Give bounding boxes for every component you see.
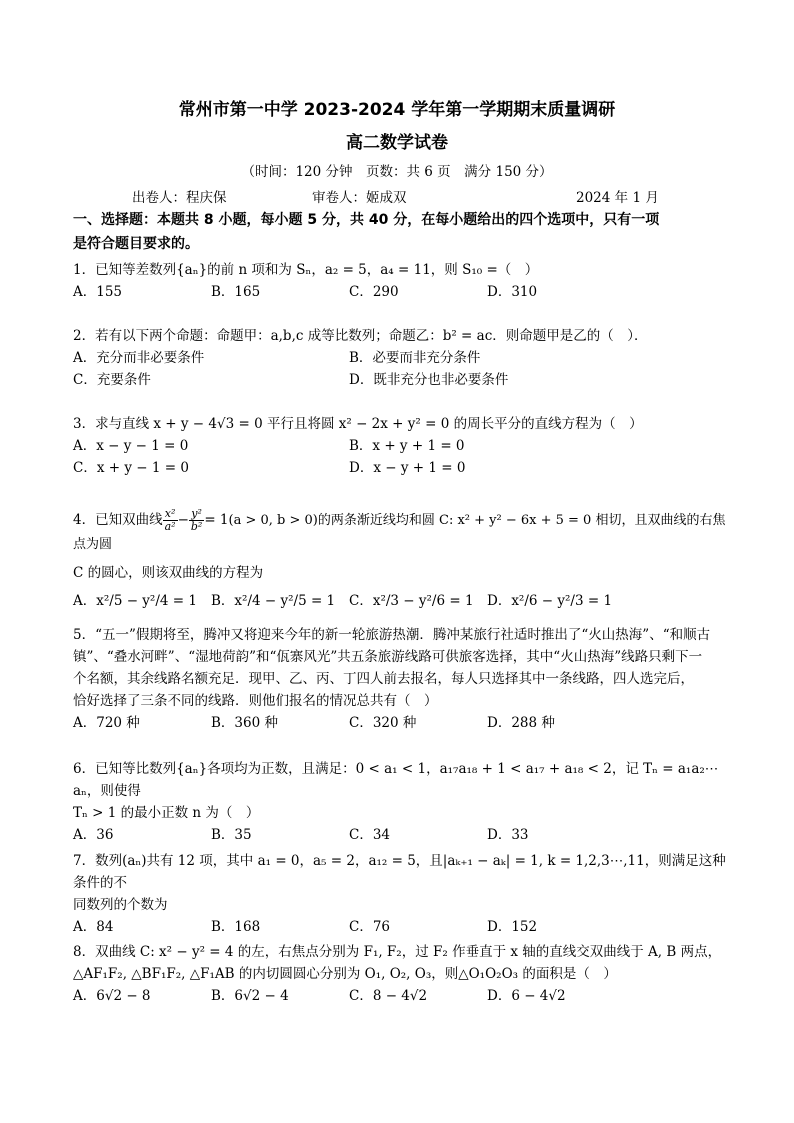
option-a[interactable]: A．36 <box>73 827 114 843</box>
question-stem-line-1: 8．双曲线 C: x² − y² = 4 的左，右焦点分别为 F₁, F₂，过 F₂ 作垂直于 x 轴的直线交双曲线于 A, B 两点， <box>73 944 722 960</box>
options-row-2 <box>73 369 733 391</box>
question-stem-cont: C 的圆心，则该双曲线的方程为 <box>73 565 264 581</box>
option-b[interactable]: B．x + y + 1 = 0 <box>349 438 465 454</box>
option-d[interactable]: D．33 <box>487 827 529 843</box>
option-b[interactable]: B．x²/4 − y²/5 = 1 <box>211 593 336 609</box>
question-stem-line-1: 7．数列(aₙ)共有 12 项，其中 a₁ = 0，a₅ = 2，a₁₂ = 5，且|aₖ₊₁ − aₖ| = 1, k = 1,2,3⋯,11，则满足这种条件的不 <box>73 853 726 891</box>
question-stem: 4．已知双曲线 $\frac{\text{x²}}{\text{a²}}$ − $\frac{\text{y²}}{\text{b²}}$ = 1(a > 0, b > 0)的两条渐近线均和圆 C: x² + y² − 6x + 5 = 0 相切，且双曲线的右焦点为圆 <box>73 507 726 552</box>
option-b[interactable]: B．6√2 − 4 <box>211 988 289 1004</box>
option-c[interactable]: C．充要条件 <box>73 372 151 388</box>
option-a[interactable]: A．720 种 <box>73 715 140 731</box>
options-row <box>73 824 733 846</box>
question-1 <box>73 259 733 303</box>
question-stem-line-2: Tₙ > 1 的最小正数 n 为（ ） <box>73 805 260 821</box>
option-c[interactable]: C．x + y − 1 = 0 <box>73 460 189 476</box>
question-3 <box>73 413 733 479</box>
exam-date: 2024 年 1 月 <box>576 190 659 206</box>
option-b[interactable]: B．360 种 <box>211 715 278 731</box>
equals-one: = 1 <box>204 512 229 528</box>
question-stem-line-2: 镇”、“叠水河畔”、“湿地荷韵”和“佤寨风光”共五条旅游线路可供旅客选择，其中“火山热海”线路只剩下一 <box>73 649 703 665</box>
question-4 <box>73 508 733 612</box>
option-d[interactable]: D．6 − 4√2 <box>487 988 566 1004</box>
option-d[interactable]: D．152 <box>487 919 538 935</box>
fraction-x <box>163 508 178 533</box>
question-5 <box>73 624 733 734</box>
option-a[interactable]: A．x − y − 1 = 0 <box>73 438 189 454</box>
option-d[interactable]: D．288 种 <box>487 715 555 731</box>
options-row <box>73 916 733 938</box>
question-stem-line-1: 6．已知等比数列{aₙ}各项均为正数，且满足：0 < a₁ < 1，a₁₇a₁₈ + 1 < a₁₇ + a₁₈ < 2，记 Tₙ = a₁a₂⋯aₙ，则使得 <box>73 761 719 799</box>
options-row <box>73 985 733 1007</box>
question-7 <box>73 850 733 938</box>
fraction-numerator: y² <box>189 508 204 521</box>
option-d[interactable]: D．既非充分也非必要条件 <box>349 372 509 388</box>
fraction-y <box>189 508 204 533</box>
option-c[interactable]: C．8 − 4√2 <box>349 988 428 1004</box>
exam-subtitle: 高二数学试卷 <box>346 133 448 153</box>
option-d[interactable]: D．x²/6 − y²/3 = 1 <box>487 593 613 609</box>
section-heading <box>73 208 733 256</box>
question-stem-line-1: 5．“五一”假期将至，腾冲又将迎来今年的新一轮旅游热潮．腾冲某旅行社适时推出了“火山热海”、“和顺古 <box>73 627 711 643</box>
option-b[interactable]: B．35 <box>211 827 252 843</box>
fraction-numerator: x² <box>163 508 178 521</box>
question-2 <box>73 325 733 391</box>
question-6 <box>73 758 733 846</box>
option-a[interactable]: A．x²/5 − y²/4 = 1 <box>73 593 197 609</box>
option-d[interactable]: D．310 <box>487 284 538 300</box>
option-b[interactable]: B．必要而非充分条件 <box>349 350 481 366</box>
option-a[interactable]: A．155 <box>73 284 123 300</box>
option-c[interactable]: C．290 <box>349 284 399 300</box>
exam-meta: （时间：120 分钟 页数：共 6 页 满分 150 分） <box>241 164 553 180</box>
fraction-denominator: b² <box>190 520 203 533</box>
option-c[interactable]: C．34 <box>349 827 391 843</box>
options-row-1 <box>73 347 733 369</box>
options-row <box>73 590 733 612</box>
option-d[interactable]: D．x − y + 1 = 0 <box>349 460 466 476</box>
stem-part-2: (a > 0, b > 0)的两条渐近线均和圆 C: x² + y² − 6x + 5 = 0 相切，且双曲线的右焦点为圆 <box>73 513 726 552</box>
reviewer-label: 审卷人：姬成双 <box>312 190 407 206</box>
question-stem-line-4: 恰好选择了三条不同的线路．则他们报名的情况总共有（ ） <box>73 693 438 709</box>
question-stem: 2．若有以下两个命题：命题甲：a,b,c 成等比数列；命题乙：b² = ac．则命题甲是乙的（ ）． <box>73 328 648 344</box>
option-b[interactable]: B．165 <box>211 284 261 300</box>
options-row-1 <box>73 435 733 457</box>
option-c[interactable]: C．320 种 <box>349 715 417 731</box>
question-stem-line-2: △AF₁F₂, △BF₁F₂, △F₁AB 的内切圆圆心分别为 O₁, O₂, O₃，则△O₁O₂O₃ 的面积是（ ） <box>73 966 617 982</box>
section-heading-line-2: 是符合题目要求的。 <box>73 236 199 252</box>
option-a[interactable]: A．84 <box>73 919 114 935</box>
option-a[interactable]: A．6√2 − 8 <box>73 988 151 1004</box>
question-stem-line-3: 个名额，其余线路名额充足．现甲、乙、丙、丁四人前去报名，每人只选择其中一条线路，四人选完后， <box>73 671 694 687</box>
options-row-2 <box>73 457 733 479</box>
question-stem: 3．求与直线 x + y − 4√3 = 0 平行且将圆 x² − 2x + y² = 0 的周长平分的直线方程为（ ） <box>73 416 643 432</box>
setter-label: 出卷人：程庆保 <box>132 190 227 206</box>
question-8 <box>73 941 733 1007</box>
option-b[interactable]: B．168 <box>211 919 261 935</box>
section-heading-line-1: 一、选择题：本题共 8 小题，每小题 5 分，共 40 分，在每小题给出的四个选项中，只有一项 <box>73 212 660 228</box>
option-c[interactable]: C．76 <box>349 919 391 935</box>
exam-staff-line <box>132 186 672 206</box>
question-stem: 1．已知等差数列{aₙ}的前 n 项和为 Sₙ，a₂ = 5，a₄ = 11，则 S₁₀ =（ ） <box>73 262 539 278</box>
option-a[interactable]: A．充分而非必要条件 <box>73 350 205 366</box>
exam-title: 常州市第一中学 2023-2024 学年第一学期期末质量调研 <box>178 100 616 120</box>
fraction-denominator: a² <box>164 520 176 533</box>
question-stem-line-2: 同数列的个数为 <box>73 897 168 913</box>
stem-part-1: 4．已知双曲线 <box>73 512 163 528</box>
options-row <box>73 712 733 734</box>
option-c[interactable]: C．x²/3 − y²/6 = 1 <box>349 593 474 609</box>
options-row <box>73 281 733 303</box>
